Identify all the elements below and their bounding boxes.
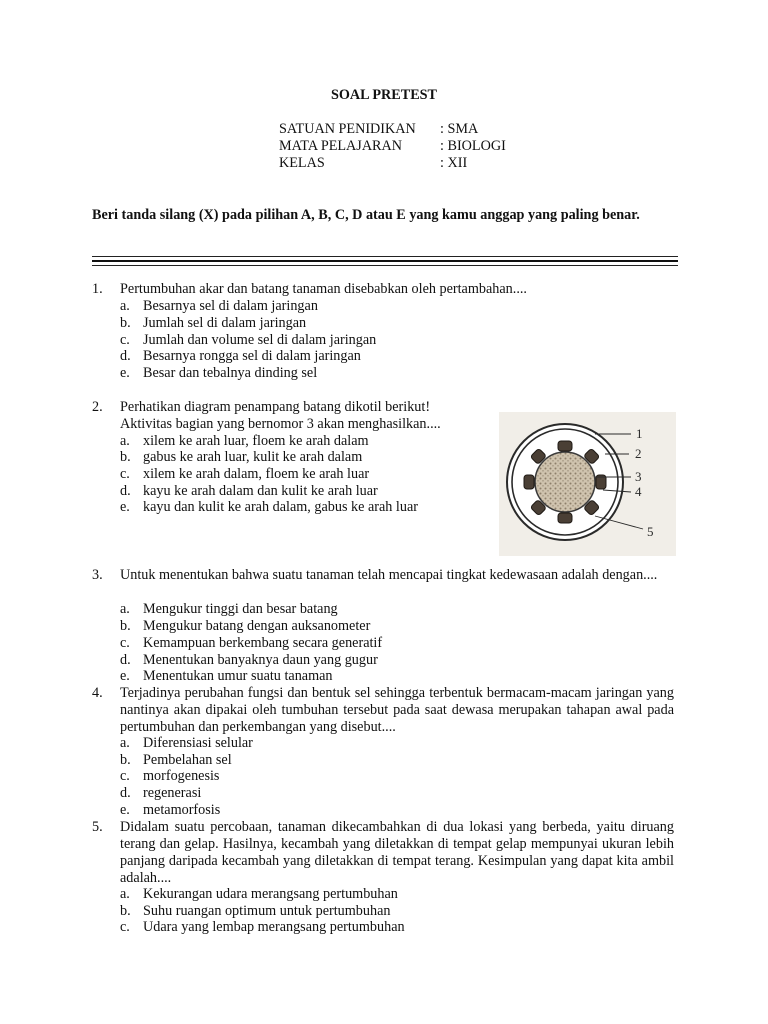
question-3-option-d: Menentukan banyaknya daun yang gugur	[143, 652, 378, 668]
figure-label-5: 5	[647, 524, 654, 539]
figure-label-1: 1	[636, 426, 643, 441]
question-1-option-a: Besarnya sel di dalam jaringan	[143, 298, 318, 314]
meta-label-mapel: MATA PELAJARAN	[279, 138, 403, 154]
question-2-option-d-letter: d.	[120, 483, 131, 499]
question-5-option-a: Kekurangan udara merangsang pertumbuhan	[143, 886, 398, 902]
question-4-option-b-letter: b.	[120, 752, 131, 768]
question-3-option-a-letter: a.	[120, 601, 130, 617]
question-3-option-e-letter: e.	[120, 668, 130, 684]
question-1-option-c: Jumlah dan volume sel di dalam jaringan	[143, 332, 377, 348]
question-5-text: Didalam suatu percobaan, tanaman dikecambahkan di dua lokasi yang berbeda, yaitu diruang terang dan gelap. Hasilnya, kecambah yang diletakkan di tempat gelap mempunyai ukuran lebih panjang daripada kecambah yang diletakkan di tempat terang. Kesimpulan yang dapat kita ambil adalah....	[120, 819, 674, 886]
pith-core	[535, 452, 595, 512]
divider-line-bottom	[92, 265, 678, 266]
question-4-option-b: Pembelahan sel	[143, 752, 232, 768]
question-4-text: Terjadinya perubahan fungsi dan bentuk sel sehingga terbentuk bermacam-macam jaringan yang nantinya akan dipakai oleh tumbuhan tersebut pada saat dewasa merupakan tahapan awal pada pertumbuhan dan perkembangan yang disebut....	[120, 685, 674, 735]
divider-line-top	[92, 256, 678, 257]
question-2-option-a: xilem ke arah luar, floem ke arah dalam	[143, 433, 369, 449]
question-5-number: 5.	[92, 819, 103, 835]
question-2-number: 2.	[92, 399, 103, 415]
page-title: SOAL PRETEST	[330, 87, 438, 103]
question-1-number: 1.	[92, 281, 103, 297]
meta-label-satuan: SATUAN PENIDIKAN	[279, 121, 416, 137]
question-2-option-b-letter: b.	[120, 449, 131, 465]
question-3-number: 3.	[92, 567, 103, 583]
question-1-option-c-letter: c.	[120, 332, 130, 348]
dicot-stem-diagram	[499, 412, 676, 556]
question-4-option-d: regenerasi	[143, 785, 202, 801]
question-2-option-d: kayu ke arah dalam dan kulit ke arah luar	[143, 483, 378, 499]
question-3-option-b: Mengukur batang dengan auksanometer	[143, 618, 371, 634]
question-1-option-d-letter: d.	[120, 348, 131, 364]
question-4-option-a: Diferensiasi selular	[143, 735, 253, 751]
question-1-option-e-letter: e.	[120, 365, 130, 381]
question-2-option-b: gabus ke arah luar, kulit ke arah dalam	[143, 449, 363, 465]
question-4-option-c-letter: c.	[120, 768, 130, 784]
question-2-text-continued: Aktivitas bagian yang bernomor 3 akan menghasilkan....	[120, 416, 441, 432]
question-3-option-c: Kemampuan berkembang secara generatif	[143, 635, 383, 651]
meta-value-kelas: : XII	[440, 155, 468, 171]
question-4-number: 4.	[92, 685, 103, 701]
question-5-option-c: Udara yang lembap merangsang pertumbuhan	[143, 919, 405, 935]
question-3-option-a: Mengukur tinggi dan besar batang	[143, 601, 338, 617]
figure-label-3: 3	[635, 469, 642, 484]
question-5-option-c-letter: c.	[120, 919, 130, 935]
question-3-option-b-letter: b.	[120, 618, 131, 634]
question-2-option-a-letter: a.	[120, 433, 130, 449]
question-2-option-c: xilem ke arah dalam, floem ke arah luar	[143, 466, 370, 482]
question-4-option-e: metamorfosis	[143, 802, 221, 818]
question-1-option-b-letter: b.	[120, 315, 131, 331]
figure-label-2: 2	[635, 446, 642, 461]
question-4-option-a-letter: a.	[120, 735, 130, 751]
meta-value-satuan: : SMA	[440, 121, 479, 137]
question-1-option-a-letter: a.	[120, 298, 130, 314]
question-4-option-e-letter: e.	[120, 802, 130, 818]
question-2-text: Perhatikan diagram penampang batang dikotil berikut!	[120, 399, 431, 415]
meta-label-kelas: KELAS	[279, 155, 325, 171]
question-3-text: Untuk menentukan bahwa suatu tanaman telah mencapai tingkat kedewasaan adalah dengan....	[120, 567, 658, 583]
question-4-option-c: morfogenesis	[143, 768, 220, 784]
meta-value-mapel: : BIOLOGI	[440, 138, 506, 154]
instruction: Beri tanda silang (X) pada pilihan A, B, C, D atau E yang kamu anggap yang paling benar.	[92, 207, 640, 223]
question-3-option-d-letter: d.	[120, 652, 131, 668]
question-2-option-e: kayu dan kulit ke arah dalam, gabus ke arah luar	[143, 499, 418, 515]
question-5-option-a-letter: a.	[120, 886, 130, 902]
question-1-option-e: Besar dan tebalnya dinding sel	[143, 365, 318, 381]
question-1-text: Pertumbuhan akar dan batang tanaman disebabkan oleh pertambahan....	[120, 281, 527, 297]
question-1-option-b: Jumlah sel di dalam jaringan	[143, 315, 307, 331]
question-5-option-b-letter: b.	[120, 903, 131, 919]
question-3-option-c-letter: c.	[120, 635, 130, 651]
figure-label-4: 4	[635, 484, 642, 499]
question-2-option-c-letter: c.	[120, 466, 130, 482]
question-3-option-e: Menentukan umur suatu tanaman	[143, 668, 333, 684]
question-5-option-b: Suhu ruangan optimum untuk pertumbuhan	[143, 903, 391, 919]
divider-line-middle	[92, 260, 678, 262]
question-2-option-e-letter: e.	[120, 499, 130, 515]
question-4-option-d-letter: d.	[120, 785, 131, 801]
question-1-option-d: Besarnya rongga sel di dalam jaringan	[143, 348, 361, 364]
